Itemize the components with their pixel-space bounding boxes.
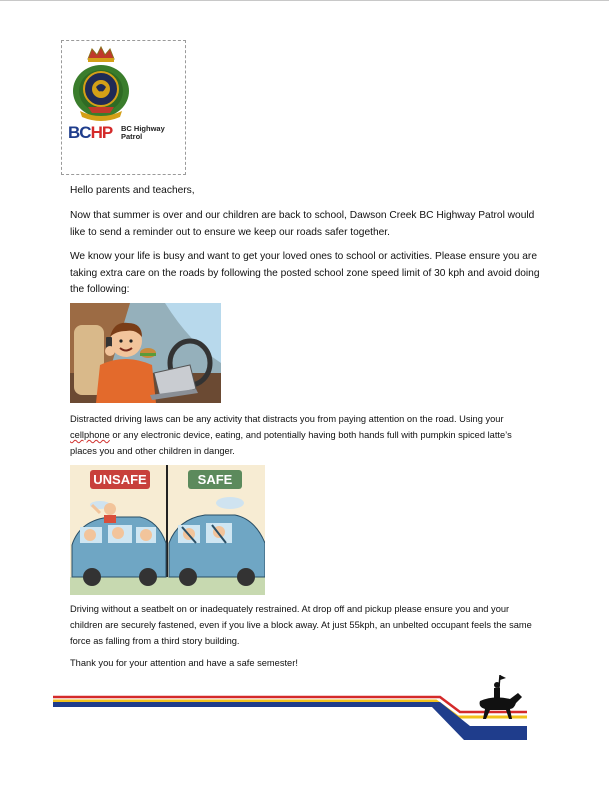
unsafe-label: UNSAFE — [90, 470, 150, 489]
wordmark-subtitle — [121, 125, 165, 141]
greeting: Hello parents and teachers, — [70, 185, 195, 196]
safe-label: SAFE — [188, 470, 242, 489]
intro-paragraph: Now that summer is over and our children are back to school, Dawson Creek BC Highway Patrol would like to send a reminder out to ensure we keep our roads safer together. — [70, 210, 535, 238]
bchp-wordmark — [68, 123, 112, 143]
crest-icon — [68, 45, 134, 121]
horse-rider-icon — [474, 673, 526, 723]
distracted-text-before: Distracted driving laws can be any activity that distracts you from paying attention on the road. Using your — [70, 414, 504, 424]
distracted-driver-image — [70, 303, 221, 403]
distracted-paragraph — [70, 411, 540, 459]
page-top-border — [0, 0, 609, 1]
wordmark-subtitle-line2: Patrol — [121, 132, 143, 141]
speed-paragraph: We know your life is busy and want to get your loved ones to school or activities. Please ensure you are taking extra care on the roads by following the posted school zone speed limit of 30 kph and avoid doing the following: — [70, 251, 540, 295]
distracted-text-after: or any electronic device, eating, and potentially having both hands full with pumpkin spiced latte’s places you and other children in danger. — [70, 430, 512, 456]
wordmark-subtitle-line1: BC Highway — [121, 124, 165, 133]
wordmark-bc: BC — [68, 123, 91, 142]
wordmark-hp: HP — [90, 123, 113, 142]
unsafe-safe-comparison-image — [70, 465, 265, 595]
cellphone-word: cellphone — [70, 430, 110, 440]
closing-line: Thank you for your attention and have a safe semester! — [70, 658, 298, 668]
seatbelt-paragraph: Driving without a seatbelt on or inadequately restrained. At drop off and pickup please ensure you and your children are securely fastened, even if you live a block away. At just 55kph, an unbelted occupant feels the same force as falling from a third story building. — [70, 604, 532, 646]
